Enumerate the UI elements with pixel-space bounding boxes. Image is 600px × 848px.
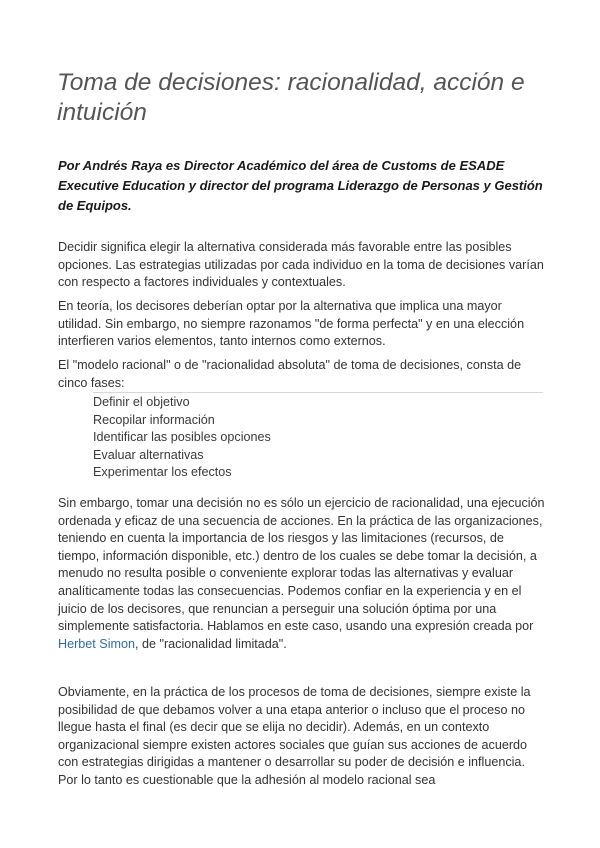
phase-item: Evaluar alternativas: [93, 447, 204, 462]
phase-item: Recopilar información: [93, 412, 215, 427]
author-byline: Por Andrés Raya es Director Académico del área de Customs de ESADE Executive Education y director del programa Liderazgo de Personas y Gestión de Equipos.: [58, 158, 543, 213]
paragraph-rational-model: El "modelo racional" o de "racionalidad absoluta" de toma de decisiones, consta de cinco fases:: [58, 358, 522, 390]
phases-list: [93, 394, 271, 482]
phase-item: Identificar las posibles opciones: [93, 430, 271, 445]
paragraph-text: Sin embargo, tomar una decisión no es sólo un ejercicio de racionalidad, una ejecución ordenada y eficaz de una secuencia de acciones. En la práctica de las organizaciones, teniendo en cuenta la importancia de los riesgos y las limitaciones (recursos, de tiempo, información disponible, etc.) dentro de los cuales se debe tomar la decisión, a menudo no resulta posible o conveniente explorar todas las alternativas y evaluar analíticamente todas las consecuencias. Podemos confiar en la experiencia y en el juicio de los decisores, que renuncian a perseguir una solución óptima por una simplemente satisfactoria. Hablamos en este caso, usando una expresión creada por: [58, 496, 545, 634]
paragraph-text: , de "racionalidad limitada".: [135, 636, 287, 651]
phase-item: Experimentar los efectos: [93, 465, 232, 480]
paragraph-theory: En teoría, los decisores deberían optar por la alternativa que implica una mayor utilidad. Sin embargo, no siempre razonamos "de forma perfecta" y en una elección interfieren varios elementos, tanto internos como externos.: [58, 299, 525, 349]
paragraph-intro: Decidir significa elegir la alternativa considerada más favorable entre las posibles opciones. Las estrategias utilizadas por cada individuo en la toma de decisiones varían con respecto a factores individuales y contextuales.: [58, 240, 544, 290]
list-divider: [93, 392, 543, 393]
paragraph-limited-rationality: [58, 495, 548, 653]
paragraph-organizational: Obviamente, en la práctica de los procesos de toma de decisiones, siempre existe la posibilidad de que debamos volver a una etapa anterior o incluso que el proceso no llegue hasta el final (es decir que se elija no decidir). Además, en un contexto organizacional siempre existen actores sociales que guían sus acciones de acuerdo con estrategias dirigidas a mantener o desarrollar su poder de decisión e influencia. Por lo tanto es cuestionable que la adhesión al modelo racional sea: [58, 685, 531, 787]
herbet-simon-link[interactable]: Herbet Simon: [58, 636, 135, 651]
article-title: Toma de decisiones: racionalidad, acción e intuición: [57, 69, 525, 126]
phase-item: Definir el objetivo: [93, 395, 190, 409]
